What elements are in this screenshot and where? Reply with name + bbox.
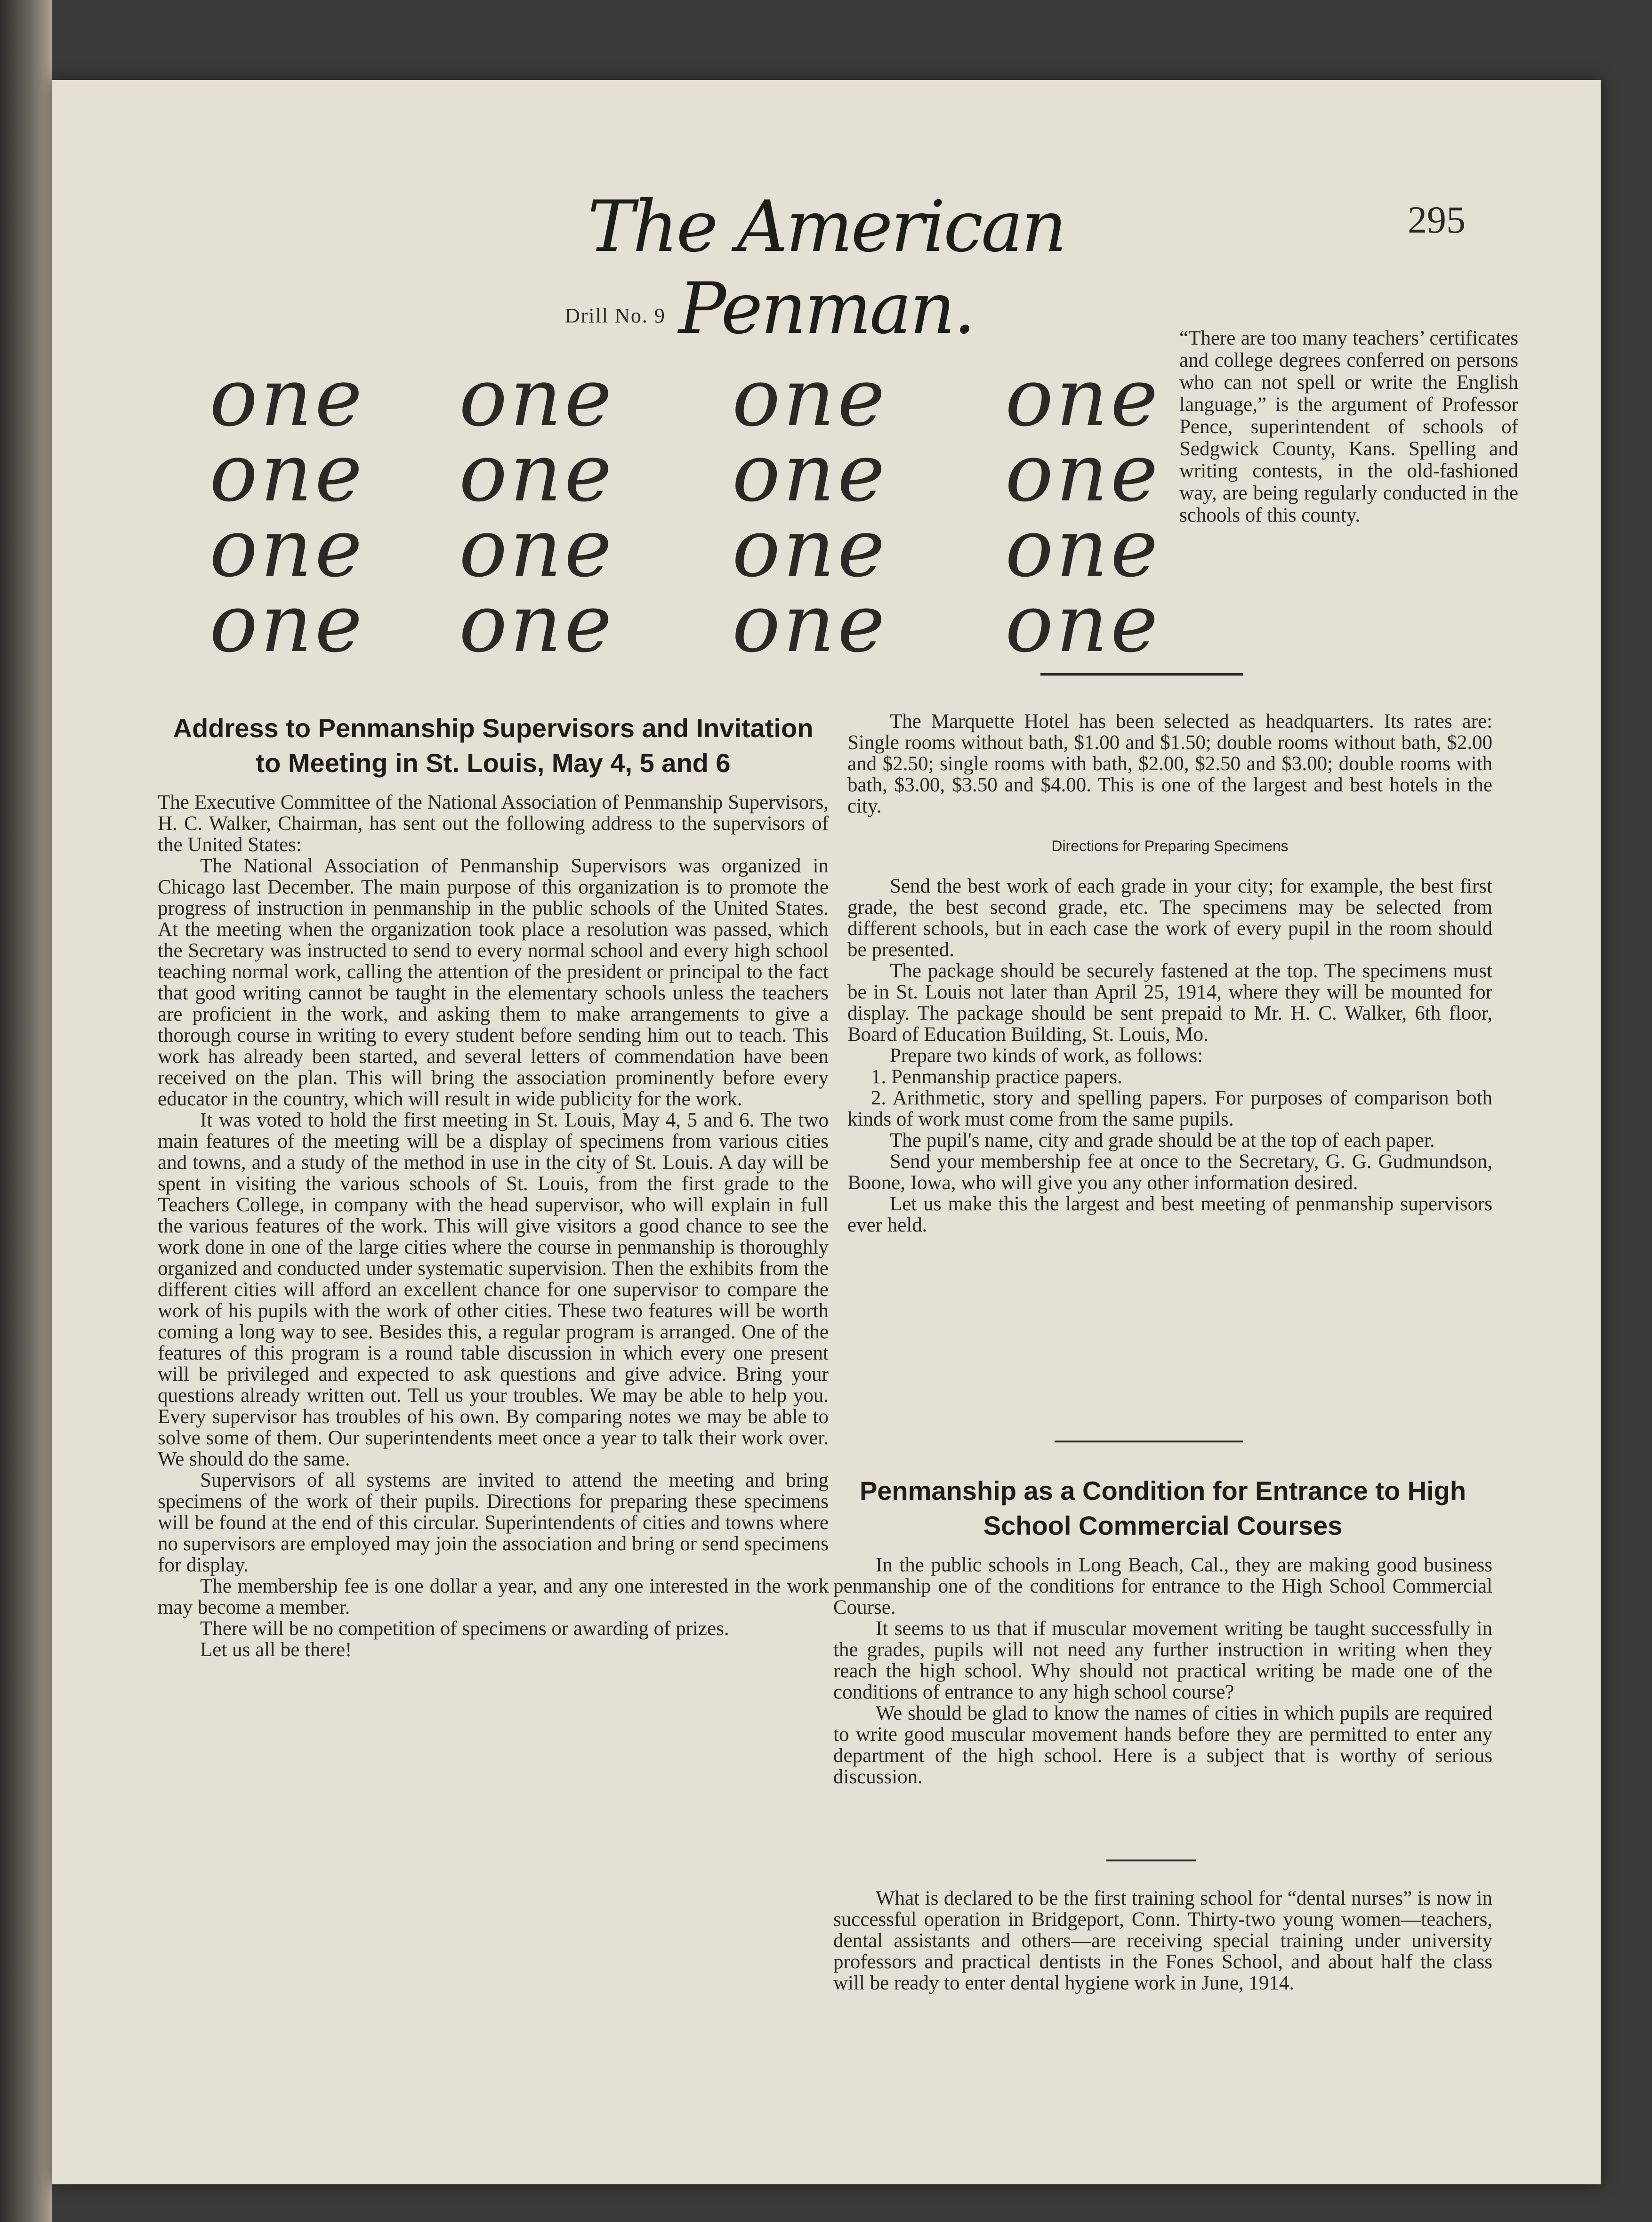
paragraph: Supervisors of all systems are invited to attend the meeting and bring specimens of the work of their pupils. Directions for preparing these specimens will be found at the end of this circular. Superintendents of cities and towns where no supervisors are employed may join the association and bring or send specimens for display. (158, 1469, 829, 1576)
paragraph: In the public schools in Long Beach, Cal., they are making good business penmanship one of the conditions for entrance to the High School Commercial Course. (833, 1554, 1492, 1618)
divider (1040, 673, 1243, 676)
drill-word: one (459, 351, 615, 444)
drill-grid (158, 351, 1231, 734)
divider (1055, 1441, 1243, 1442)
book-gutter (0, 0, 52, 2222)
drill-word: one (459, 502, 615, 595)
paragraph: The package should be securely fastened at the top. The specimens must be in St. Louis not later than April 25, 1914, where they will be mounted for display. The package should be sent prepaid to Mr. H. C. Walker, 6th floor, Board of Education Building, St. Louis, Mo. (847, 960, 1492, 1046)
drill-word: one (732, 427, 888, 520)
drill-word: one (459, 427, 615, 520)
article-heading: Address to Penmanship Supervisors and Invitation to Meeting in St. Louis, May 4, 5 and 6 (173, 713, 814, 778)
sidebar-quote: “There are too many teachers’ certificates and college degrees conferred on persons who can not spell or write the English language,” is the argument of Professor Pence, superintendent of schools of Sedgwick County, Kans. Spelling and writing contests, in the old-fashioned way, are being regularly conducted in the schools of this county. (1179, 327, 1518, 526)
list-item: 2. Arithmetic, story and spelling papers. For purposes of comparison both kinds of work must come from the same pupils. (847, 1087, 1492, 1130)
paragraph: Let us make this the largest and best meeting of penmanship supervisors ever held. (847, 1193, 1492, 1236)
drill-word: one (732, 351, 888, 444)
paragraph: It was voted to hold the first meeting in St. Louis, May 4, 5 and 6. The two main features of the meeting will be a display of specimens from various cities and towns, and a study of the method in use in the city of St. Louis. A day will be spent in visiting the various schools of St. Louis, from the first grade to the Teachers College, in company with the head supervisor, who will explain in full the various features of the work. This will give visitors a good chance to see the work done in one of the large cities where the course in penmanship is thoroughly organized and conducted under systematic supervision. Then the exhibits from the different cities will afford an excellent chance for one supervisor to compare the work of his pupils with the work of other cities. These two features will be worth coming a long way to see. Besides this, a regular program is arranged. One of the features of this program is a round table discussion in which every one present will be privileged and expected to ask questions and give advice. Bring your questions already written out. Tell us your troubles. We may be able to help you. Every supervisor has troubles of his own. By comparing notes we may be able to solve some of them. Our superintendents meet once a year to talk their work over. We should do the same. (158, 1109, 829, 1470)
drill-word: one (1005, 502, 1161, 595)
paragraph: Let us all be there! (200, 1639, 352, 1661)
paragraph: What is declared to be the first training school for “dental nurses” is now in successful operation in Bridgeport, Conn. Thirty-two young women—teachers, dental assistants and others—are receiving special training under university professors and practical dentists in the Fones School, and about half the class will be ready to enter dental hygiene work in June, 1914. (833, 1887, 1492, 1994)
drill-word: one (210, 351, 365, 444)
paragraph: The membership fee is one dollar a year, and any one interested in the work may become a member. (158, 1575, 829, 1618)
masthead-title: The American Penman. (587, 186, 1065, 350)
paragraph: Send your membership fee at once to the Secretary, G. G. Gudmundson, Boone, Iowa, who will give you any other information desired. (847, 1151, 1492, 1194)
left-column (158, 711, 829, 1660)
drill-title: Drill No. 9 (565, 304, 666, 327)
drill-word: one (1005, 577, 1161, 670)
magazine-page (52, 80, 1601, 2184)
right-article (833, 1473, 1492, 1787)
drill-word: one (1005, 427, 1161, 520)
drill-word: one (459, 577, 615, 670)
drill-word: one (210, 427, 365, 520)
drill-word: one (1005, 351, 1161, 444)
dental-note (833, 1888, 1492, 1994)
page-number: 295 (1408, 198, 1466, 241)
paragraph: Send the best work of each grade in your city; for example, the best first grade, the best second grade, etc. The specimens may be selected from different schools, but in each case the work of every pupil in the room should be presented. (847, 875, 1492, 961)
drill-word: one (210, 577, 365, 670)
paragraph: The National Association of Penmanship Supervisors was organized in Chicago last December. The main purpose of this organization is to promote the progress of instruction in penmanship in the public schools of the United States. At the meeting when the organization took place a resolution was passed, which the Secretary was instructed to send to every normal school and every high school teaching normal work, calling the attention of the president or principal to the fact that good writing cannot be taught in the elementary schools unless the teachers are proficient in the work, and asking them to make arrangements to give a thorough course in writing to every student before sending him out to teach. This work has already been started, and several letters of commendation have been received on the plan. This will bring the association prominently before every educator in the country, which will result in wide publicity for the work. (158, 855, 829, 1110)
drill-word: one (732, 502, 888, 595)
paragraph: The Executive Committee of the National Association of Penmanship Supervisors, H. C. Walker, Chairman, has sent out the following address to the supervisors of the United States: (158, 791, 829, 856)
paragraph: The pupil's name, city and grade should be at the top of each paper. (890, 1129, 1435, 1151)
paragraph: It seems to us that if muscular movement writing be taught successfully in the grades, pupils will not need any further instruction in writing when they reach the high school. Why should not practical writing be made one of the conditions of entrance to any high school course? (833, 1618, 1492, 1703)
drill-word: one (210, 502, 365, 595)
article-heading: Penmanship as a Condition for Entrance to High School Commercial Courses (859, 1476, 1467, 1540)
paragraph: The Marquette Hotel has been selected as headquarters. Its rates are: Single rooms without bath, $1.00 and $1.50; double rooms without bath, $2.00 and $2.50; single rooms with bath, $2.00, $2.50 and $3.00; double rooms with bath, $3.00, $3.50 and $4.00. This is one of the largest and best hotels in the city. (847, 710, 1492, 817)
drill-word: one (732, 577, 888, 670)
paragraph: We should be glad to know the names of cities in which pupils are required to write good muscular movement hands before they are permitted to enter any department of the high school. Here is a subject that is worthy of serious discussion. (833, 1702, 1492, 1788)
right-column-top (847, 711, 1492, 1236)
paragraph: Prepare two kinds of work, as follows: (890, 1045, 1203, 1067)
paragraph: There will be no competition of specimens or awarding of prizes. (200, 1618, 729, 1640)
divider (1106, 1860, 1196, 1861)
list-item: 1. Penmanship practice papers. (871, 1066, 1122, 1088)
section-subhead: Directions for Preparing Specimens (1051, 837, 1289, 854)
